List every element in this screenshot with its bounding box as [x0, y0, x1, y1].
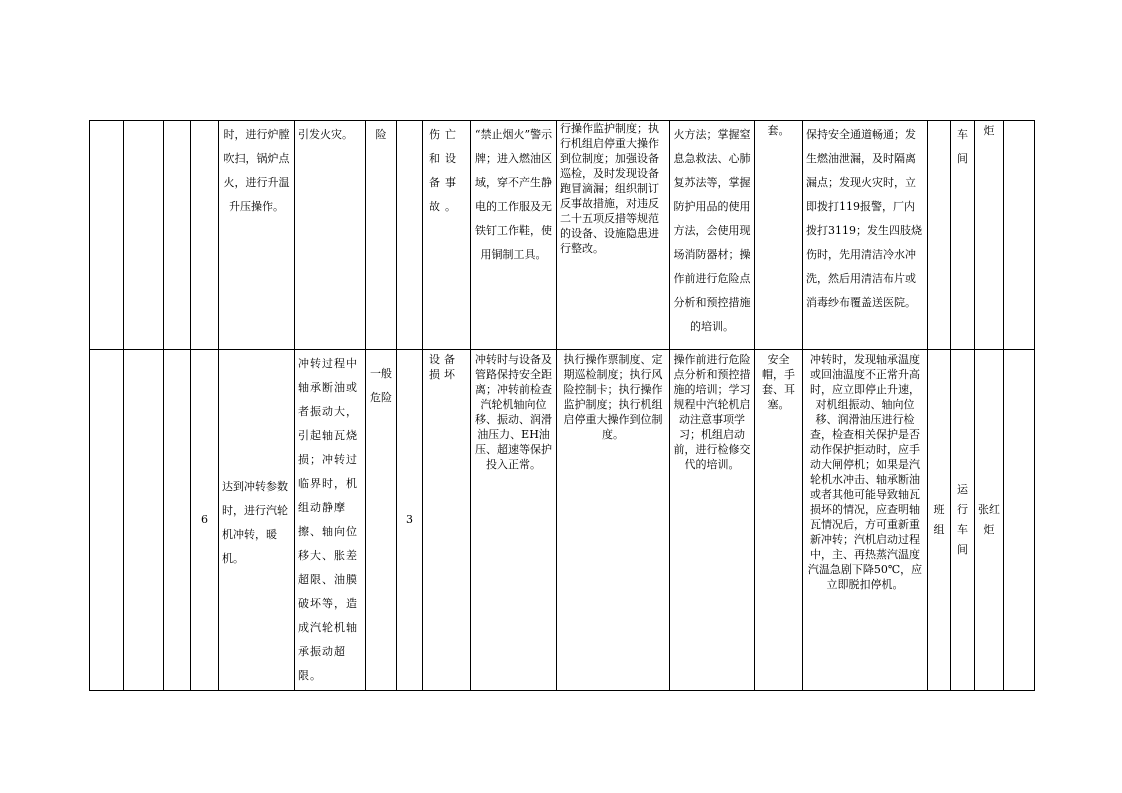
person-cell: 炬: [975, 121, 1004, 350]
training-measures-cell: 火方法；掌握窒息急救法、心肺复苏法等，掌握防护用品的使用方法，会使用现场消防器材；操作前进行危险点分析和预控措施的培训。: [670, 121, 755, 350]
consequence-cell: 设备损坏: [423, 350, 471, 691]
empty-cell: [124, 350, 164, 691]
engineering-measures-cell: “禁止烟火”警示牌；进入燃油区域，穿不产生静电的工作服及无铁钉工作鞋，使用铜制工具。: [471, 121, 557, 350]
level-cell: [928, 121, 951, 350]
row-number-cell: 6: [191, 350, 219, 691]
hazard-cell: 冲转过程中轴承断油或者振动大，引起轴瓦烧损；冲转过临界时，机组动静摩擦、轴向位移大、胀差超限、油膜破坏等，造成汽轮机轴承振动超限。: [295, 350, 366, 691]
emergency-measures-cell: 保持安全通道畅通；发生燃油泄漏，及时隔离漏点；发现火灾时，立即拨打119报警，厂内拨打3119；发生四肢烧伤时，先用清洁冷水冲洗，然后用清洁布片或消毒纱布覆盖送医院。: [803, 121, 928, 350]
empty-cell: [1004, 121, 1035, 350]
risk-assessment-table: [89, 120, 1035, 691]
risk-level-cell: 一般危险: [366, 350, 397, 691]
ppe-cell: 套。: [755, 121, 803, 350]
training-measures-cell: 操作前进行危险点分析和预控措施的培训；学习规程中汽轮机启动注意事项学习；机组启动前，进行检修交代的培训。: [670, 350, 755, 691]
level-cell: 班组: [928, 350, 951, 691]
empty-cell: [124, 121, 164, 350]
consequence-cell: 伤亡和设备事故。: [423, 121, 471, 350]
activity-cell: 时，进行炉膛吹扫，锅炉点火，进行升温升压操作。: [219, 121, 295, 350]
score-cell: [397, 121, 423, 350]
emergency-measures-cell: 冲转时，发现轴承温度或回油温度不正常升高时，应立即停止升速，对机组振动、轴向位移、润滑油压进行检查，检查相关保护是否动作保护拒动时，应手动大闸停机；如果是汽轮机水冲击、轴承断油或者其他可能导致轴瓦损坏的情况，应查明轴瓦情况后，方可重新重新冲转；汽机启动过程中，主、再热蒸汽温度汽温急剧下降50℃，应立即脱扣停机。: [803, 350, 928, 691]
management-measures-cell: 执行操作票制度、定期巡检制度；执行风险控制卡；执行操作监护制度；执行机组启停重大操作到位制度。: [557, 350, 670, 691]
table-row: [90, 350, 1035, 691]
empty-cell: [191, 121, 219, 350]
empty-cell: [164, 350, 191, 691]
management-measures-cell: 行操作监护制度；执行机组启停重大操作到位制度；加强设备巡检，及时发现设备跑冒滴漏；组织制订反事故措施，对违反二十五项反措等规范的设备、设施隐患进行整改。: [557, 121, 670, 350]
activity-cell: 达到冲转参数时，进行汽轮机冲转，暖机。: [219, 350, 295, 691]
dept-cell: 车间: [951, 121, 975, 350]
score-cell: 3: [397, 350, 423, 691]
table-row: [90, 121, 1035, 350]
empty-cell: [1004, 350, 1035, 691]
ppe-cell: 安全帽，手套、耳塞。: [755, 350, 803, 691]
engineering-measures-cell: 冲转时与设备及管路保持安全距离；冲转前检查汽轮机轴向位移、振动、润滑油压力、EH油压、超速等保护投入正常。: [471, 350, 557, 691]
empty-cell: [90, 350, 124, 691]
person-cell: 张红炬: [975, 350, 1004, 691]
hazard-cell: 引发火灾。: [295, 121, 366, 350]
empty-cell: [90, 121, 124, 350]
dept-cell: 运行车间: [951, 350, 975, 691]
risk-level-cell: 险: [366, 121, 397, 350]
empty-cell: [164, 121, 191, 350]
